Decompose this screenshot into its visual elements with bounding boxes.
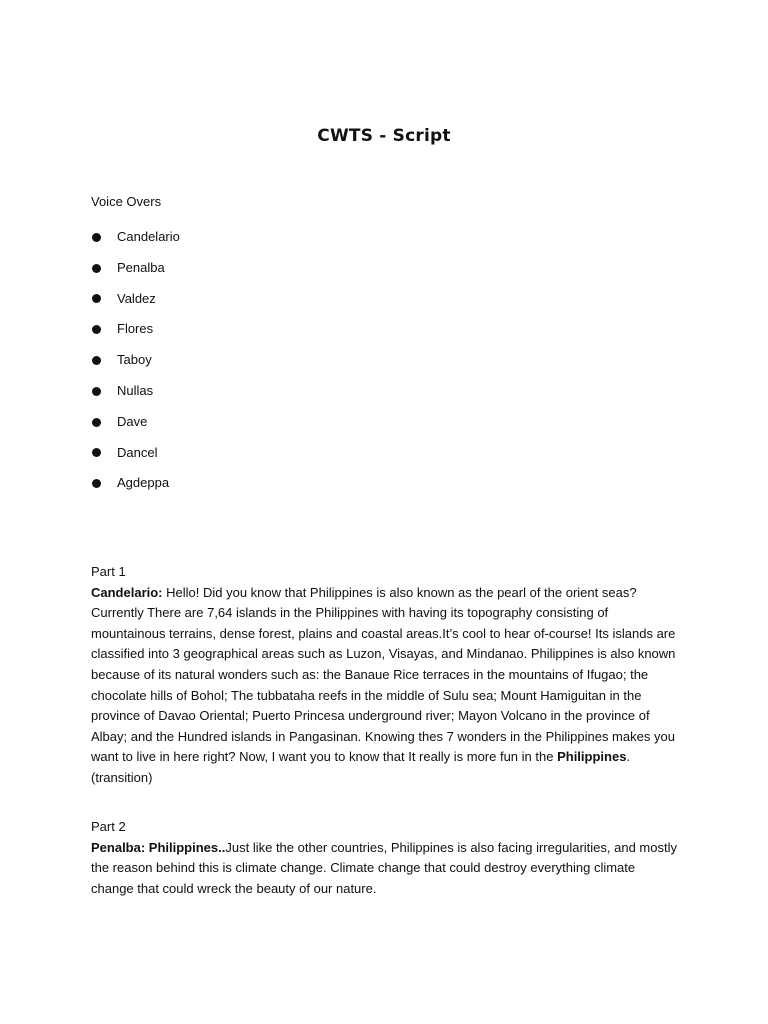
voice-overs-heading: Voice Overs [91, 194, 162, 209]
paragraph-text: . (transition) [91, 749, 631, 785]
speaker-name: Candelario: [91, 584, 163, 600]
bullet-icon [92, 387, 101, 396]
paragraph-text: Just like the other countries, Philippines is also facing irregularities, and mostly the reason behind this is climate change. Climate change that could destroy everything climate change that could wreck the beauty of our nature. [91, 839, 677, 896]
part-1-section [91, 562, 681, 789]
list-item [91, 438, 180, 469]
voice-over-name: Agdeppa [117, 475, 170, 491]
list-item [91, 284, 180, 315]
list-item [91, 376, 180, 407]
voice-over-name: Valdez [117, 290, 156, 306]
voice-over-name: Dancel [117, 444, 158, 460]
list-item [91, 345, 180, 376]
part-paragraph [91, 838, 681, 900]
paragraph-text: Hello! Did you know that Philippines is also known as the pearl of the orient seas? Currently There are 7,64 islands in the Philippines with having its topography consisting of mountainous terrains, dense forest, plains and coastal areas.It’s cool to hear of-course! Its islands are classified into 3 geographical areas such as Luzon, Visayas, and Mindanao. Philippines is also known because of its natural wonders such as: the Banaue Rice terraces in the mountains of Ifugao; the chocolate hills of Bohol; The tubbataha reefs in the middle of Sulu sea; Mount Hamiguitan in the province of Davao Oriental; Puerto Princesa underground river; Mayon Volcano in the province of Albay; and the Hundred islands in Pangasinan. Knowing thes 7 wonders in the Philippines makes you want to live in here right? Now, I want you to know that It really is more fun in the [91, 584, 676, 765]
emphasis-word: Philippines [557, 749, 627, 765]
bullet-icon [92, 294, 101, 303]
bullet-icon [92, 356, 101, 365]
voice-over-name: Candelario [117, 229, 180, 245]
voice-over-name: Penalba [117, 259, 165, 275]
voice-over-name: Taboy [117, 352, 152, 368]
voice-over-name: Flores [117, 321, 154, 337]
list-item [91, 253, 180, 284]
list-item [91, 468, 180, 499]
part-heading: Part 1 [91, 564, 126, 579]
bullet-icon [92, 418, 101, 427]
bullet-icon [92, 264, 101, 273]
list-item [91, 314, 180, 345]
page-title: CWTS - Script [317, 126, 451, 146]
voice-over-name: Nullas [117, 383, 154, 399]
bullet-icon [92, 233, 101, 242]
voice-over-name: Dave [117, 413, 148, 429]
part-heading: Part 2 [91, 819, 126, 834]
bullet-icon [92, 448, 101, 457]
voice-overs-list [91, 222, 180, 499]
part-2-section [91, 817, 681, 899]
list-item [91, 407, 180, 438]
bullet-icon [92, 479, 101, 488]
speaker-name: Penalba: Philippines.. [91, 839, 226, 855]
part-paragraph [91, 583, 681, 789]
list-item [91, 222, 180, 253]
bullet-icon [92, 325, 101, 334]
